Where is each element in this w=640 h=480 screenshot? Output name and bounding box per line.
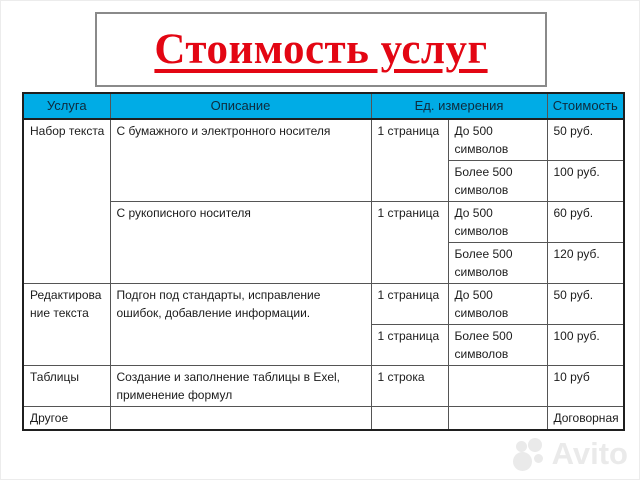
column-header-description: Описание bbox=[110, 93, 371, 119]
volume-cell: До 500 символов bbox=[448, 119, 547, 161]
volume-cell: До 500 символов bbox=[448, 284, 547, 325]
avito-logo-icon bbox=[513, 436, 547, 472]
price-cell: 50 руб. bbox=[547, 284, 624, 325]
volume-cell bbox=[448, 366, 547, 407]
page-title: Стоимость услуг bbox=[154, 26, 488, 73]
unit-cell: 1 страница bbox=[371, 325, 448, 366]
title-box bbox=[95, 12, 547, 87]
unit-cell: 1 строка bbox=[371, 366, 448, 407]
service-cell: Таблицы bbox=[23, 366, 110, 407]
service-cell: Набор текста bbox=[23, 119, 110, 284]
table-row bbox=[23, 284, 624, 325]
services-table bbox=[22, 92, 625, 431]
unit-cell: 1 страница bbox=[371, 284, 448, 325]
column-header-service: Услуга bbox=[23, 93, 110, 119]
price-cell: 100 руб. bbox=[547, 325, 624, 366]
volume-cell: Более 500 символов bbox=[448, 161, 547, 202]
price-cell: 100 руб. bbox=[547, 161, 624, 202]
volume-cell: Более 500 символов bbox=[448, 325, 547, 366]
column-header-price: Стоимость bbox=[547, 93, 624, 119]
unit-cell: 1 страница bbox=[371, 202, 448, 284]
table-row bbox=[23, 407, 624, 431]
unit-cell bbox=[371, 407, 448, 431]
volume-cell bbox=[448, 407, 547, 431]
price-cell: 10 руб bbox=[547, 366, 624, 407]
description-cell: Подгон под стандарты, исправление ошибок, добавление информации. bbox=[110, 284, 371, 366]
table-row bbox=[23, 366, 624, 407]
column-header-unit: Ед. измерения bbox=[371, 93, 547, 119]
avito-wordmark: Avito bbox=[551, 436, 628, 471]
service-cell: Другое bbox=[23, 407, 110, 431]
description-cell: С бумажного и электронного носителя bbox=[110, 119, 371, 202]
price-cell: 60 руб. bbox=[547, 202, 624, 243]
service-cell: Редактирова ние текста bbox=[23, 284, 110, 366]
price-cell: 120 руб. bbox=[547, 243, 624, 284]
description-cell: Создание и заполнение таблицы в Exel, применение формул bbox=[110, 366, 371, 407]
volume-cell: Более 500 символов bbox=[448, 243, 547, 284]
description-cell bbox=[110, 407, 371, 431]
description-cell: С рукописного носителя bbox=[110, 202, 371, 284]
avito-watermark bbox=[513, 436, 628, 472]
price-cell: Договорная bbox=[547, 407, 624, 431]
table-row bbox=[23, 119, 624, 161]
table-row bbox=[23, 202, 624, 243]
table-header-row bbox=[23, 93, 624, 119]
volume-cell: До 500 символов bbox=[448, 202, 547, 243]
price-cell: 50 руб. bbox=[547, 119, 624, 161]
unit-cell: 1 страница bbox=[371, 119, 448, 202]
